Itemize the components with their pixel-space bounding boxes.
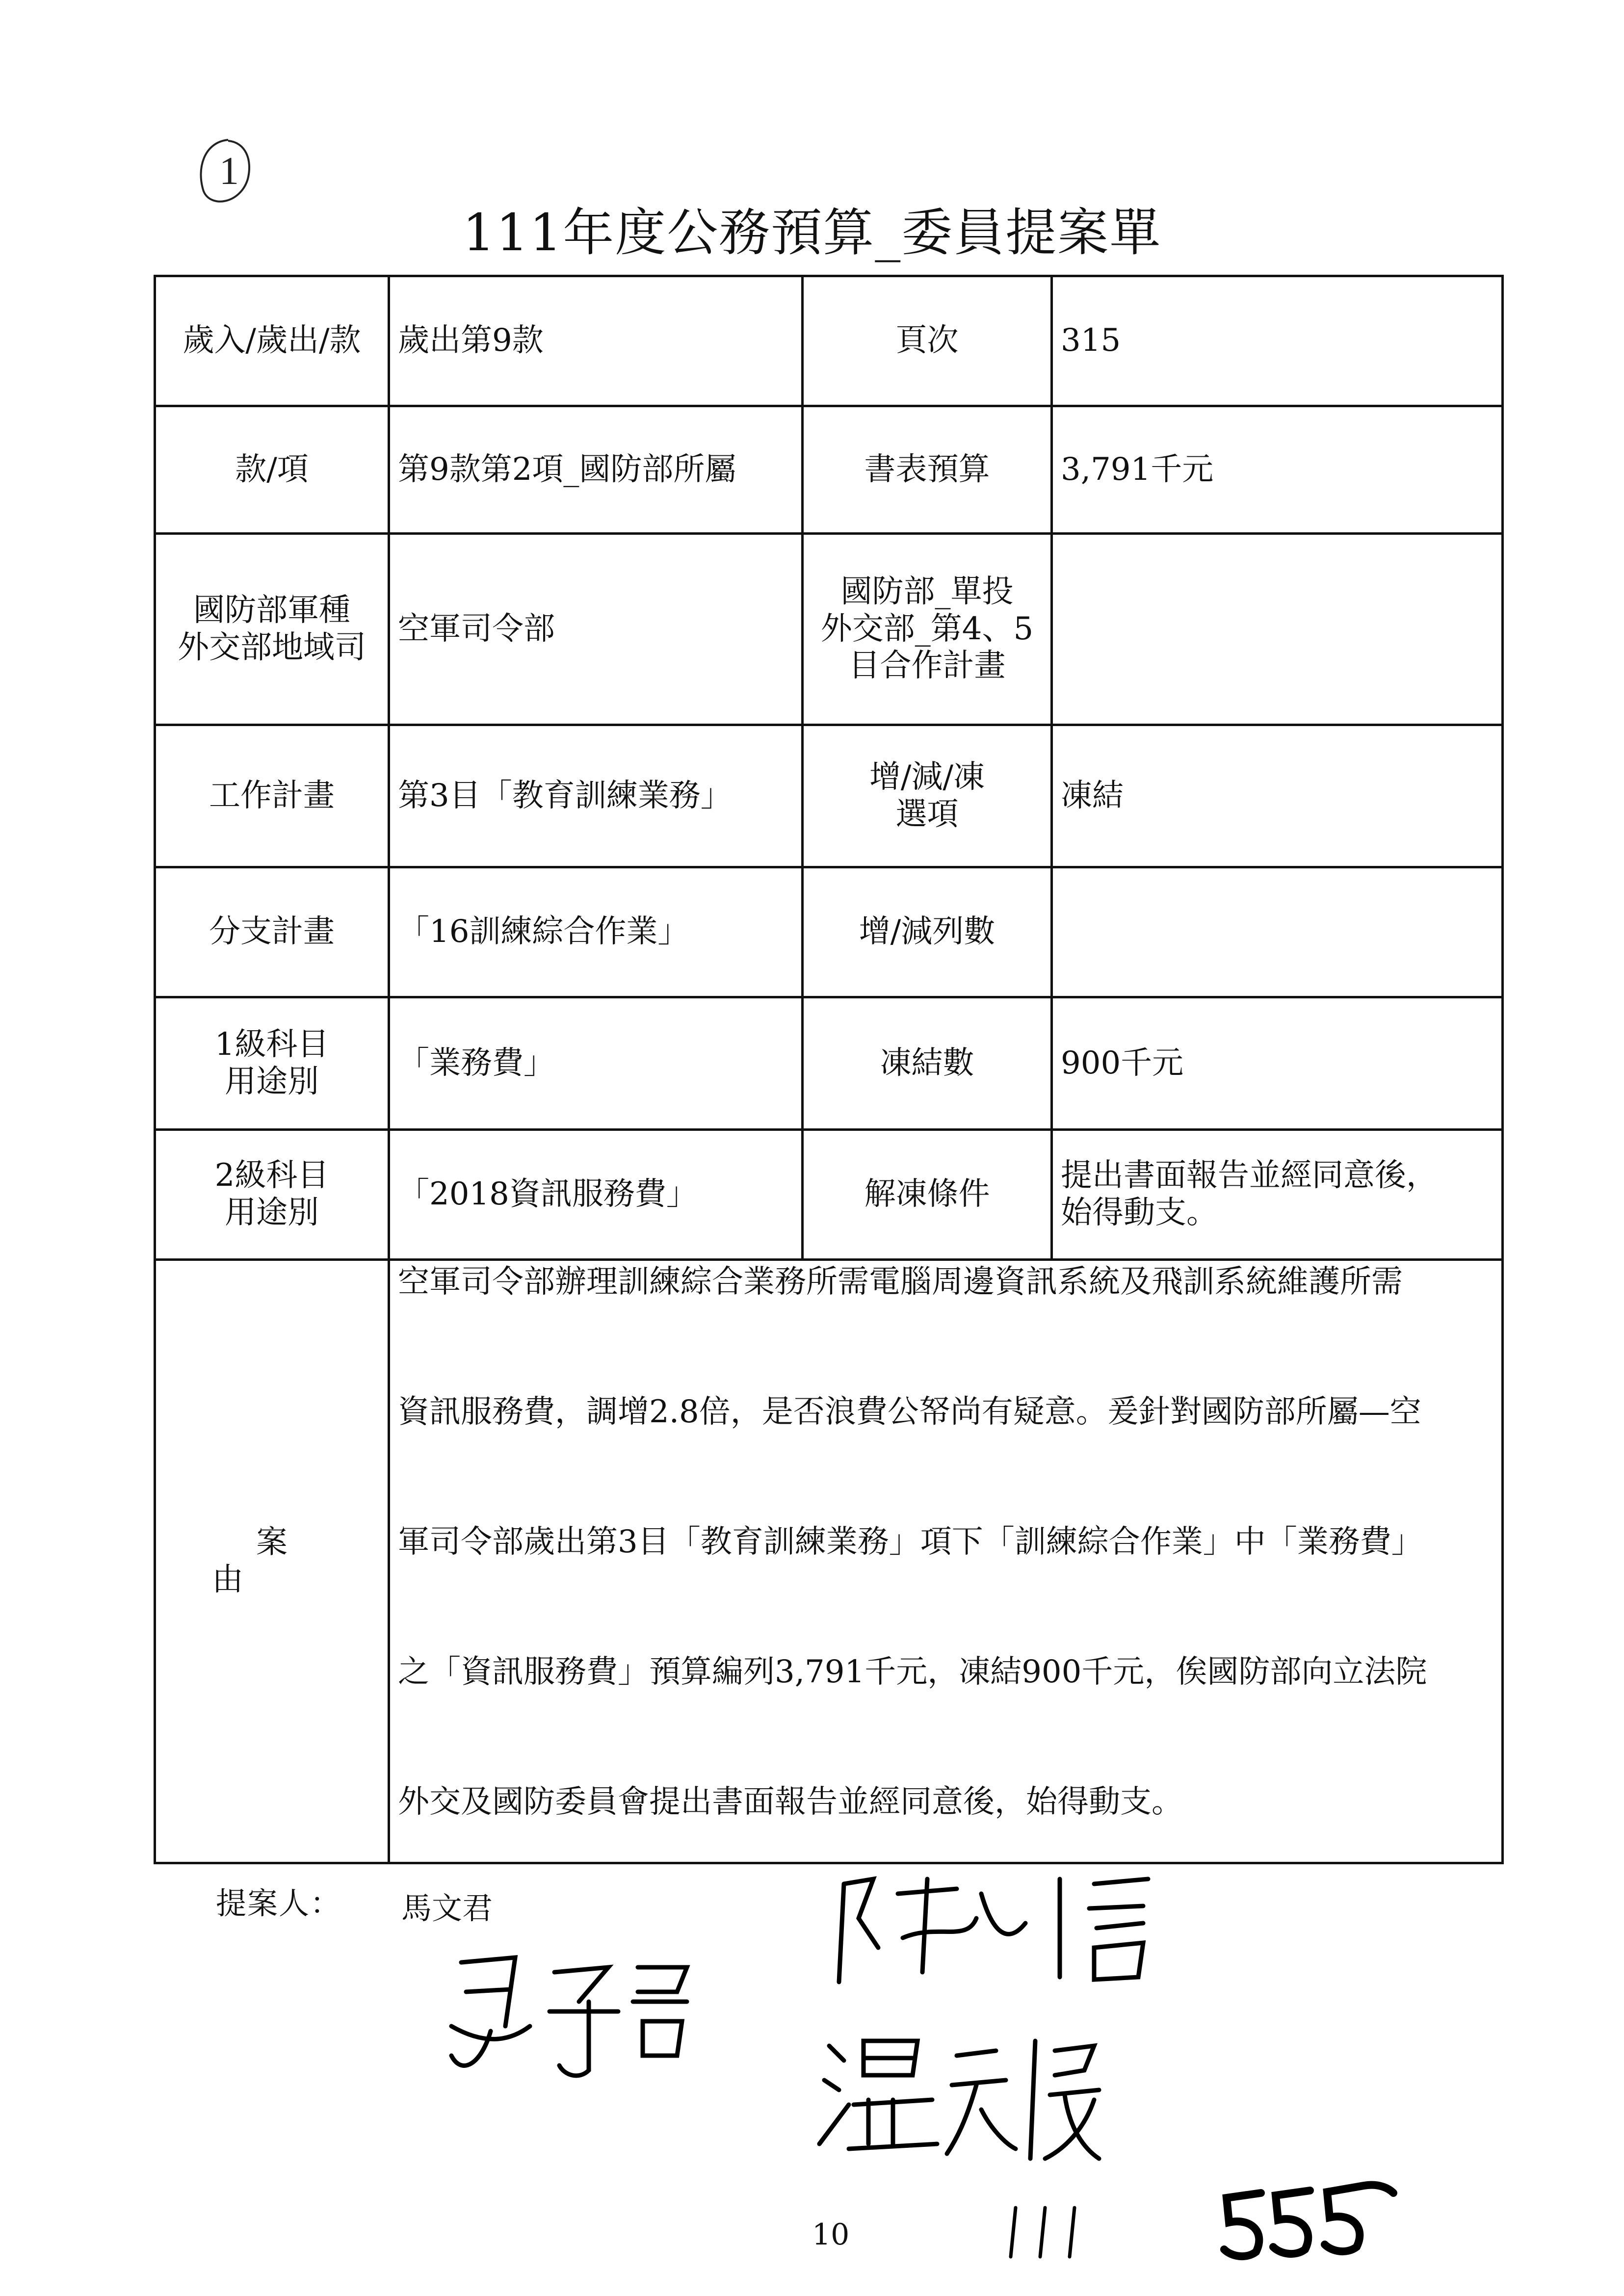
form-row-unit (155, 534, 1503, 725)
label-level1-subject (155, 997, 389, 1130)
reason-line: 軍司令部歲出第3目「教育訓練業務」項下「訓練綜合作業」中「業務費」 (398, 1523, 1423, 1560)
page-title: 111年度公務預算_委員提案單 (462, 202, 1162, 262)
value-sub-plan: 「16訓練綜合作業」 (389, 867, 803, 997)
page-number: 10 (812, 2218, 850, 2252)
label-sub-plan: 分支計畫 (155, 867, 389, 997)
label-page: 頁次 (803, 276, 1052, 406)
value-level1-subject: 「業務費」 (389, 997, 803, 1130)
label-military-branch (155, 534, 389, 725)
label-line: 外交部地域司 (178, 629, 366, 666)
proposer-name: 馬文君 (401, 1890, 493, 1926)
form-row-item (155, 406, 1503, 534)
value-frozen-amount: 900千元 (1052, 997, 1503, 1130)
reason-line: 外交及國防委員會提出書面報告並經同意後，始得動支。 (398, 1783, 1183, 1820)
form-row-sub-plan (155, 867, 1503, 997)
form-row-work-plan (155, 725, 1503, 867)
label-level2-subject (155, 1130, 389, 1260)
label-revenue-expenditure: 歲入/歲出/款 (155, 276, 389, 406)
label-work-plan: 工作計畫 (155, 725, 389, 867)
value-line: 始得動支。 (1061, 1195, 1218, 1231)
proposer-label: 提案人： (216, 1885, 342, 1921)
label-section-item: 款/項 (155, 406, 389, 534)
value-budget: 3,791千元 (1052, 406, 1503, 534)
reason-line: 資訊服務費，調增2.8倍，是否浪費公帑尚有疑意。爰針對國防部所屬—空 (398, 1393, 1421, 1430)
label-line: 選項 (895, 796, 959, 833)
value-level2-subject: 「2018資訊服務費」 (389, 1130, 803, 1260)
label-budget: 書表預算 (803, 406, 1052, 534)
value-military-branch: 空軍司令部 (389, 534, 803, 725)
label-line: 國防部_單投 (840, 574, 1014, 610)
label-line: 目合作計畫 (848, 648, 1006, 684)
label-cooperation-plan (803, 534, 1052, 725)
signature-3 (810, 2021, 1104, 2168)
form-row-account (155, 276, 1503, 406)
handwritten-mark-555 (1217, 2173, 1398, 2267)
value-page: 315 (1052, 276, 1503, 406)
label-adjust-option (803, 725, 1052, 867)
label-reason: 案由 (155, 1260, 389, 1863)
label-unfreeze-condition: 解凍條件 (803, 1130, 1052, 1260)
label-adjust-amount: 增/減列數 (803, 867, 1052, 997)
form-row-reason (155, 1260, 1503, 1863)
value-cooperation-plan (1052, 534, 1503, 725)
form-row-level2-subject (155, 1130, 1503, 1260)
value-revenue-expenditure: 歲出第9款 (389, 276, 803, 406)
handwritten-mark-111 (1001, 2198, 1094, 2267)
signature-1 (432, 1928, 707, 2090)
label-line: 2級科目 (214, 1157, 329, 1194)
label-line: 1級科目 (214, 1026, 329, 1063)
reason-text (389, 1260, 1503, 1863)
label-line: 用途別 (225, 1195, 319, 1231)
proposal-form-table (154, 275, 1504, 1864)
value-section-item: 第9款第2項_國防部所屬 (389, 406, 803, 534)
value-adjust-amount (1052, 867, 1503, 997)
value-unfreeze-condition (1052, 1130, 1503, 1260)
signature-2 (829, 1864, 1173, 1992)
label-line: 增/減/凍 (869, 758, 985, 795)
form-row-level1-subject (155, 997, 1503, 1130)
label-frozen-amount: 凍結數 (803, 997, 1052, 1130)
label-line: 國防部軍種 (193, 592, 350, 628)
value-work-plan: 第3目「教育訓練業務」 (389, 725, 803, 867)
label-line: 用途別 (225, 1063, 319, 1100)
value-adjust-option: 凍結 (1052, 725, 1503, 867)
label-line: 外交部_第4、5 (820, 610, 1034, 647)
reason-line: 之「資訊服務費」預算編列3,791千元，凍結900千元，俟國防部向立法院 (398, 1653, 1427, 1690)
circled-number-text: 1 (219, 150, 239, 193)
value-line: 提出書面報告並經同意後， (1061, 1157, 1438, 1194)
reason-line: 空軍司令部辦理訓練綜合業務所需電腦周邊資訊系統及飛訓系統維護所需 (398, 1263, 1403, 1300)
